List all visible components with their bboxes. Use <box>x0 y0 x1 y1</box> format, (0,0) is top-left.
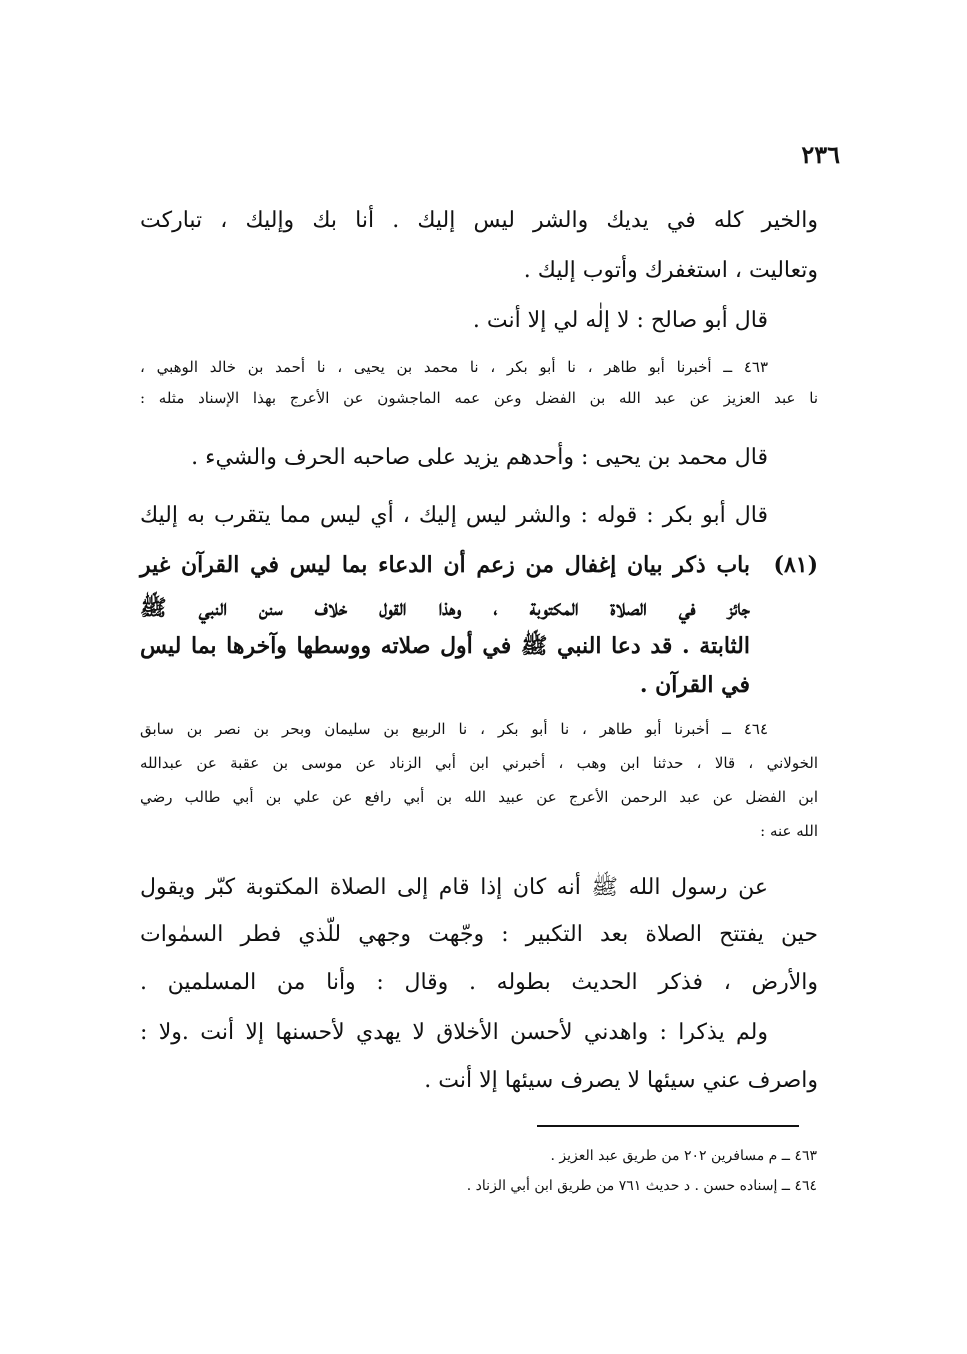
chapter-heading-line: جائز في الصلاة المكتوبة ، وهذا القول خلاف سنن النبي ﷺ <box>140 595 750 621</box>
matn-line: عن رسول الله ﷺ أنه كان إذا قام إلى الصلاة المكتوبة كبّر ويقول <box>140 875 768 900</box>
closing-line: ولم يذكرا : واهدني لأحسن الأخلاق لا يهدي لأحسنها إلا أنت .ولا : <box>140 1020 768 1045</box>
ibn-yahya-line: قال محمد بن يحيى : وأحدهم يزيد على صاحبه الحرف والشيء . <box>191 445 768 470</box>
abu-bakr-line: قال أبو بكر : قوله : والشر ليس إليك ، أي ليس مما يتقرب به إليك <box>140 503 768 528</box>
hadith-464-line: ٤٦٤ ــ أخبرنا أبو طاهر ، نا أبو بكر ، نا الربيع بن سليمان وبحر بن نصر بن سابق <box>140 720 768 738</box>
hadith-464-line: الخولاني ، قالا ، حدثنا ابن وهب ، أخبرني ابن أبي الزناد عن موسى بن عقبة عن عبدالله <box>140 754 818 772</box>
text-line: والخير كله في يديك والشر ليس إليك . أنا بك وإليك ، تباركت <box>140 208 818 233</box>
closing-line: واصرف عني سيئها لا يصرف سيئها إلا أنت . <box>424 1068 818 1093</box>
footnote: ٤٦٤ ــ إسناده حسن . د حديث ٧٦١ من طريق ابن أبي الزناد . <box>466 1178 817 1194</box>
footnote: ٤٦٣ ــ م مسافرين ٢٠٢ من طريق عبد العزيز . <box>550 1148 817 1164</box>
chapter-heading-line: في القرآن . <box>639 672 750 698</box>
chapter-heading-line: باب ذكر بيان إغفال من زعم أن الدعاء بما ليس في القرآن غير <box>140 552 750 578</box>
matn-line: حين يفتتح الصلاة بعد التكبير : وجّهت وجهي للّذي فطر السمٰوات <box>140 922 818 947</box>
chapter-heading-line: الثابتة . قد دعا النبي ﷺ في أول صلاته ووسطها وآخرها بما ليس <box>140 633 750 659</box>
footnote-divider <box>537 1125 799 1127</box>
hadith-464-line: ابن الفضل عن عبد الرحمن الأعرج عن عبيد الله بن أبي رافع عن علي بن أبي طالب رضي <box>140 788 818 806</box>
chapter-number: (٨١) <box>773 552 818 578</box>
abu-salih-line: قال أبو صالح : لا إلٰه لي إلا أنت . <box>472 308 768 333</box>
hadith-464-line: الله عنه : <box>760 822 818 840</box>
matn-line: والأرض ، فذكر الحديث بطوله . وقال : وأنا من المسلمين . <box>140 970 818 995</box>
hadith-463-line: نا عبد العزيز عن عبد الله بن الفضل وعن عمه الماجشون عن الأعرج بهذا الإسناد مثله : <box>140 389 818 407</box>
page-number: ٢٣٦ <box>801 140 840 169</box>
hadith-463-line: ٤٦٣ ــ أخبرنا أبو طاهر ، نا أبو بكر ، نا محمد بن يحيى ، نا أحمد بن خالد الوهبي ، <box>140 358 768 376</box>
text-line: وتعاليت ، استغفرك وأتوب إليك . <box>523 258 818 283</box>
